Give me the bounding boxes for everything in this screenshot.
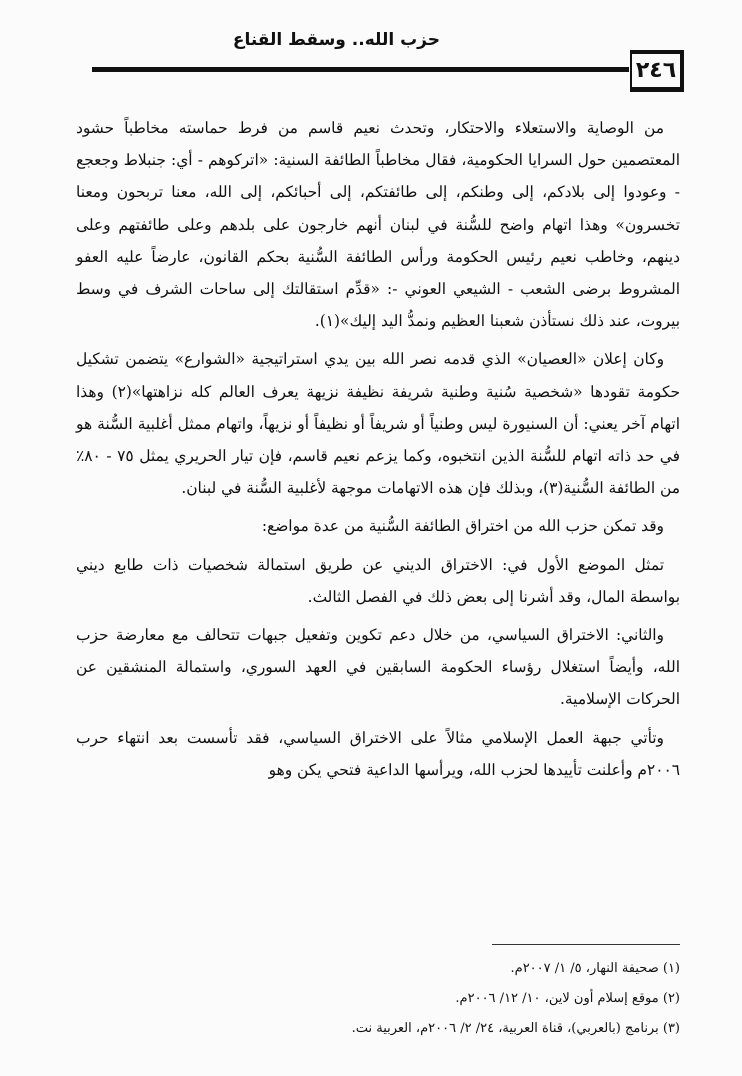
body-text: [76, 112, 680, 792]
paragraph: وقد تمكن حزب الله من اختراق الطائفة السُّنية من عدة مواضع:: [261, 517, 664, 536]
footnote: (١) صحيفة النهار، ٥/ ١/ ٢٠٠٧م.: [510, 961, 680, 976]
running-title: حزب الله.. وسقط القناع: [232, 30, 440, 50]
footnote-divider: [492, 944, 680, 945]
footnote: (٣) برنامج (بالعربي)، قناة العربية، ٢٤/ ٢/ ٢٠٠٦م، العربية نت.: [351, 1021, 680, 1036]
paragraph: وكان إعلان «العصيان» الذي قدمه نصر الله بين يدي استراتيجية «الشوارع» يتضمن تشكيل حكومة تقودها «شخصية سُنية وطنية شريفة نظيفة نزيهة يعرف العالم كله نزاهتها»(٢) وهذا اتهام آخر يعني: أن السنيورة ليس وطنياً أو شريفاً أو نظيفاً أو نزيهاً، واتهام ممثل أغلبية السُّنة هو في حد ذاته اتهام للسُّنة الذين انتخبوه، وكما يزعم نعيم قاسم، فإن تيار الحريري يمثل ٧٥ - ٨٠٪ من الطائفة السُّنية(٣)، وبذلك فإن هذه الاتهامات موجهة لأغلبية السُّنة في لبنان.: [76, 350, 680, 498]
page-number: ٢٤٦: [630, 50, 684, 92]
footnote: (٢) موقع إسلام أون لاين، ١٠/ ١٢/ ٢٠٠٦م.: [455, 991, 680, 1006]
paragraph: وتأتي جبهة العمل الإسلامي مثالاً على الاختراق السياسي، فقد تأسست بعد انتهاء حرب ٢٠٠٦م وأعلنت تأييدها لحزب الله، ويرأسها الداعية فتحي يكن وهو: [76, 728, 680, 779]
paragraph: والثاني: الاختراق السياسي، من خلال دعم تكوين وتفعيل جبهات تتحالف مع معارضة حزب الله، وأيضاً استغلال رؤساء الحكومة السابقين في العهد السوري، واستمالة المنشقين عن الحركات الإسلامية.: [76, 626, 680, 709]
footnotes: [200, 954, 680, 1044]
paragraph: تمثل الموضع الأول في: الاختراق الديني عن طريق استمالة شخصيات ذات طابع ديني بواسطة المال، وقد أشرنا إلى بعض ذلك في الفصل الثالث.: [76, 555, 680, 606]
header-rule: [92, 67, 629, 72]
paragraph: من الوصاية والاستعلاء والاحتكار، وتحدث نعيم قاسم من فرط حماسته مخاطباً حشود المعتصمين حول السرايا الحكومية، فقال مخاطباً الطائفة السنية: «اتركوهم - أي: جنبلاط وجعجع - وعودوا إلى بلادكم، إلى وطنكم، إلى طائفتكم، إلى أحبائكم، إلى الله، معنا تربحون ومعنا تخسرون» وهذا اتهام واضح للسُّنة في لبنان أنهم خارجون على بلدهم وعلى طائفتهم وعلى دينهم، وخاطب نعيم رئيس الحكومة ورأس الطائفة السُّنية بحكم القانون، عارضاً عليه العفو المشروط برضى الشعب - الشيعي العوني -: «قدِّم استقالتك إلى ساحات الشرف في وسط بيروت، عند ذلك نستأذن شعبنا العظيم ونمدُّ اليد إليك»(١).: [76, 119, 680, 331]
